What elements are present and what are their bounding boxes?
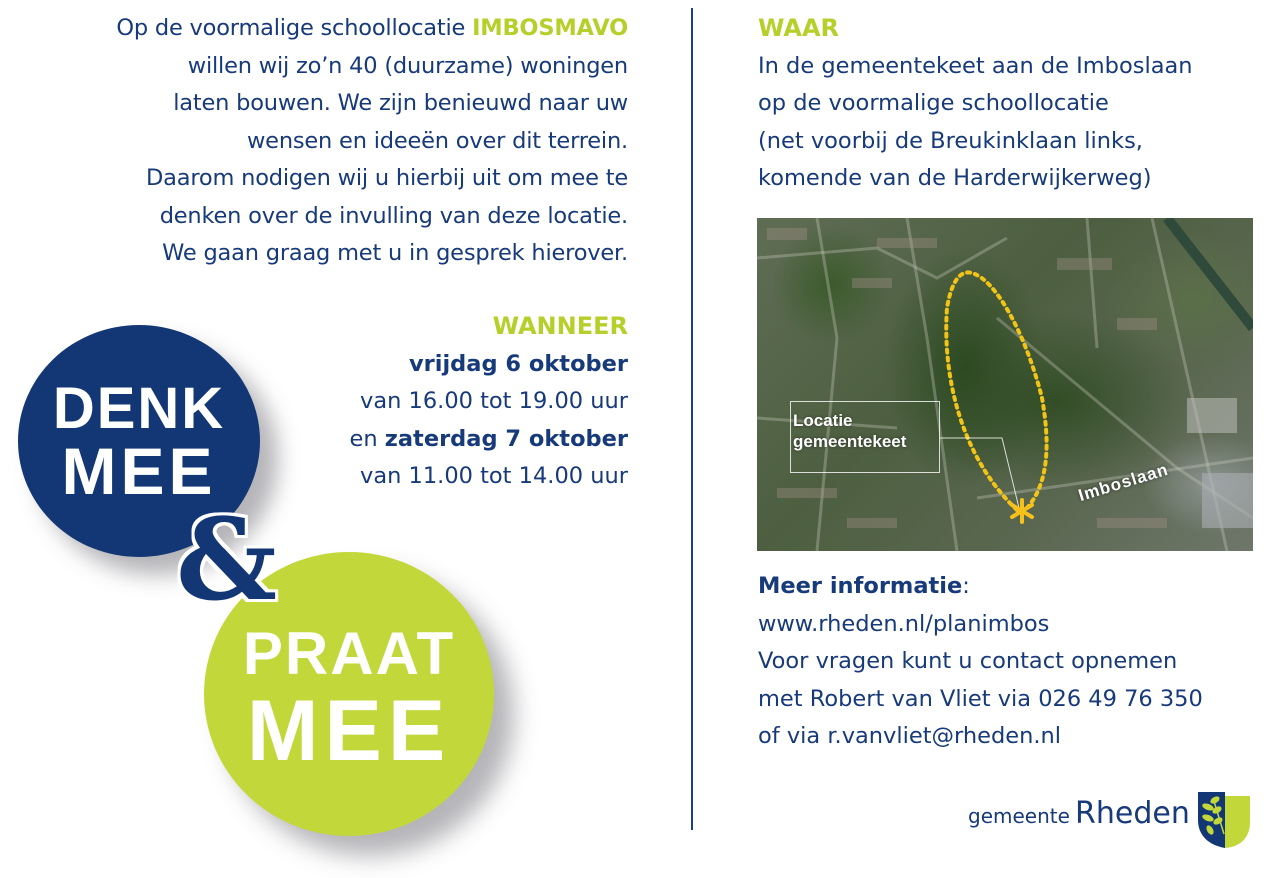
school-name-highlight: IMBOSMAVO (472, 15, 628, 41)
intro-line: laten bouwen. We zijn benieuwd naar uw (173, 90, 628, 116)
where-line: In de gemeentekeet aan de Imboslaan (758, 52, 1193, 79)
aerial-map (757, 218, 1253, 551)
asterisk-marker-icon (1009, 498, 1035, 524)
intro-line: denken over de invulling van deze locatie. (159, 202, 628, 229)
column-divider (691, 8, 693, 830)
when-section (300, 308, 628, 496)
intro-paragraph (30, 10, 628, 273)
route-outline (946, 272, 1046, 510)
info-line: Voor vragen kunt u contact opnemen (758, 648, 1178, 674)
info-heading: Meer informatie: (758, 573, 970, 599)
email-link[interactable]: r.vanvliet@rheden.nl (827, 723, 1062, 749)
when-heading: WANNEER (492, 312, 628, 340)
where-line: (net voorbij de Breukinklaan links, (758, 127, 1143, 154)
badge-text: PRAAT (242, 620, 456, 687)
intro-line: willen wij zo’n 40 (duurzame) woningen (187, 52, 628, 79)
intro-line: wensen en ideeën over dit terrein. (246, 127, 628, 154)
info-line: met Robert van Vliet via 026 49 76 350 (758, 685, 1203, 712)
intro-line-1: Op de voormalige schoollocatie IMBOSMAVO (116, 15, 628, 41)
when-time-2: van 11.00 tot 14.00 uur (360, 463, 628, 489)
location-label: Locatie gemeentekeet (790, 401, 940, 473)
map-overlay (757, 218, 1253, 551)
when-time-1: van 16.00 tot 19.00 uur (360, 388, 628, 414)
where-line: komende van de Harderwijkerweg) (758, 165, 1152, 191)
ampersand-glyph: & (176, 495, 278, 626)
info-section (758, 568, 1258, 756)
info-line: of via r.vanvliet@rheden.nl (758, 723, 1062, 749)
street-label: Imboslaan (1076, 459, 1171, 506)
badge-text: MEE (61, 434, 217, 508)
municipality-logo-text: gemeente Rheden (968, 796, 1190, 831)
badge-text: MEE (246, 683, 452, 779)
when-day-2: en zaterdag 7 oktober (349, 425, 628, 452)
when-day-1: vrijdag 6 oktober (408, 350, 628, 377)
where-heading: WAAR (758, 14, 840, 42)
website-link[interactable]: www.rheden.nl/planimbos (758, 610, 1050, 637)
where-line: op de voormalige schoollocatie (758, 90, 1109, 116)
intro-line: Daarom nodigen wij u hierbij uit om mee te (146, 165, 628, 191)
badge-text: DENK (52, 376, 226, 441)
shield-leaf-icon (1198, 790, 1252, 850)
where-section (758, 10, 1258, 198)
intro-line: We gaan graag met u in gesprek hierover. (162, 240, 628, 266)
